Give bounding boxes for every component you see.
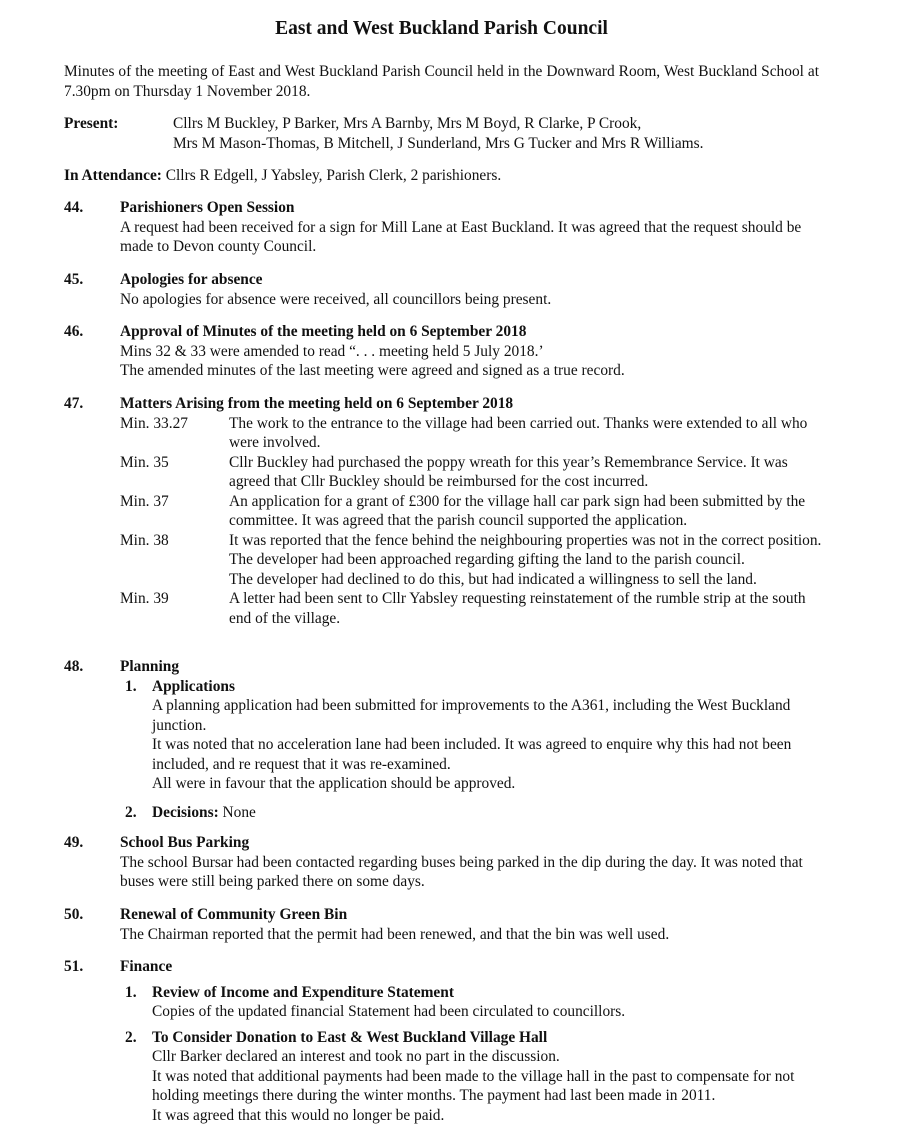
section-number: 47. (64, 395, 84, 412)
attendance-block (64, 166, 844, 186)
subsection-decisions (120, 803, 825, 823)
subsection-heading: Decisions: (152, 803, 219, 821)
matter-ref: Min. 37 (120, 492, 169, 510)
subsection-text: None (218, 803, 256, 821)
section-body (120, 905, 825, 944)
subsection-review (120, 983, 825, 1022)
matter-text: A letter had been sent to Cllr Yabsley requesting reinstatement of the rumble strip at the south end of the village. (229, 590, 806, 627)
section-text: The school Bursar had been contacted regarding buses being parked in the dip during the day. It was noted that buses were still being parked there on some days. (120, 853, 803, 890)
section-heading: Parishioners Open Session (120, 199, 295, 216)
matter-item (120, 492, 825, 531)
subsection-heading: To Consider Donation to East & West Buckland Village Hall (152, 1028, 548, 1046)
section-heading: Apologies for absence (120, 271, 263, 288)
present-line-2: Mrs M Mason-Thomas, B Mitchell, J Sunderland, Mrs G Tucker and Mrs R Williams. (173, 134, 704, 152)
section-text: The amended minutes of the last meeting were agreed and signed as a true record. (120, 362, 625, 379)
section-number: 44. (64, 199, 84, 216)
matter-text: An application for a grant of £300 for the village hall car park sign had been submitted by the committee. It was agreed that the parish council supported the application. (229, 492, 806, 529)
subsection-text: A planning application had been submitted for improvements to the A361, including the West Buckland junction. (152, 697, 791, 734)
section-body (120, 957, 825, 1125)
present-label: Present: (64, 115, 119, 132)
subsection-text: It was noted that no acceleration lane had been included. It was agreed to enquire why this had not been included, and re request that it was re-examined. (152, 736, 792, 773)
subsection-number: 2. (125, 803, 137, 821)
section-text: No apologies for absence were received, all councillors being present. (120, 290, 552, 308)
matter-text: Cllr Buckley had purchased the poppy wreath for this year’s Remembrance Service. It was agreed that Cllr Buckley should be reimbursed for the cost incurred. (229, 453, 788, 490)
intro-paragraph: Minutes of the meeting of East and West Buckland Parish Council held in the Downward Room, West Buckland School at 7.30pm on Thursday 1 November 2018. (64, 63, 819, 100)
attendance-text: Cllrs R Edgell, J Yabsley, Parish Clerk, 2 parishioners. (165, 167, 502, 184)
section-heading: School Bus Parking (120, 834, 250, 851)
section-text: The Chairman reported that the permit had been renewed, and that the bin was well used. (120, 925, 670, 943)
matter-ref: Min. 33.27 (120, 414, 188, 432)
section-heading: Renewal of Community Green Bin (120, 906, 348, 923)
section-number: 50. (64, 906, 84, 923)
present-names (173, 114, 833, 153)
subsection-text: Cllr Barker declared an interest and took no part in the discussion. (152, 1048, 560, 1065)
subsection-text: It was noted that additional payments had been made to the village hall in the past to compensate for not holding meetings there during the winter months. The payment had last been made in 2011. (152, 1067, 795, 1104)
section-number: 46. (64, 323, 84, 340)
section-body (120, 657, 825, 822)
subsection-text: All were in favour that the application should be approved. (152, 775, 516, 792)
matter-text: The work to the entrance to the village had been carried out. Thanks were extended to all who were involved. (229, 414, 808, 451)
subsection-text: Copies of the updated financial Statement had been circulated to councillors. (152, 1003, 626, 1020)
subsection-number: 1. (125, 983, 137, 1001)
section-heading: Planning (120, 658, 180, 675)
matter-item (120, 414, 825, 453)
document-title: East and West Buckland Parish Council (275, 18, 608, 39)
matter-text: It was reported that the fence behind the neighbouring properties was not in the correct position. (229, 531, 822, 549)
section-number: 49. (64, 834, 84, 851)
matter-item (120, 531, 825, 590)
section-body (120, 322, 825, 381)
section-body (120, 394, 825, 628)
section-text: Mins 32 & 33 were amended to read “. . . meeting held 5 July 2018.’ (120, 342, 544, 360)
matter-ref: Min. 35 (120, 453, 169, 471)
matter-item (120, 589, 825, 628)
subsection-text: It was agreed that this would no longer be paid. (152, 1106, 445, 1124)
section-number: 48. (64, 658, 84, 675)
subsection-number: 2. (125, 1028, 137, 1046)
matter-ref: Min. 38 (120, 531, 169, 549)
section-heading: Approval of Minutes of the meeting held on 6 September 2018 (120, 323, 527, 340)
subsection-donation (120, 1028, 825, 1126)
subsection-heading: Applications (152, 677, 235, 695)
subsection-applications (120, 677, 825, 794)
matter-ref: Min. 39 (120, 590, 169, 607)
matter-item (120, 453, 825, 492)
matter-text: The developer had declined to do this, but had indicated a willingness to sell the land. (229, 570, 757, 588)
section-body (120, 198, 825, 257)
section-body (120, 270, 825, 309)
present-line-1: Cllrs M Buckley, P Barker, Mrs A Barnby, Mrs M Boyd, R Clarke, P Crook, (173, 115, 642, 132)
section-number: 51. (64, 958, 84, 975)
section-number: 45. (64, 271, 84, 288)
subsection-number: 1. (125, 677, 137, 695)
attendance-label: In Attendance: (64, 167, 162, 184)
matter-text: The developer had been approached regarding gifting the land to the parish council. (229, 551, 745, 568)
subsection-heading: Review of Income and Expenditure Statement (152, 983, 454, 1001)
section-text: A request had been received for a sign for Mill Lane at East Buckland. It was agreed that the request should be made to Devon county Council. (120, 218, 802, 255)
section-heading: Finance (120, 958, 173, 975)
section-body (120, 833, 825, 892)
section-heading: Matters Arising from the meeting held on 6 September 2018 (120, 395, 514, 412)
